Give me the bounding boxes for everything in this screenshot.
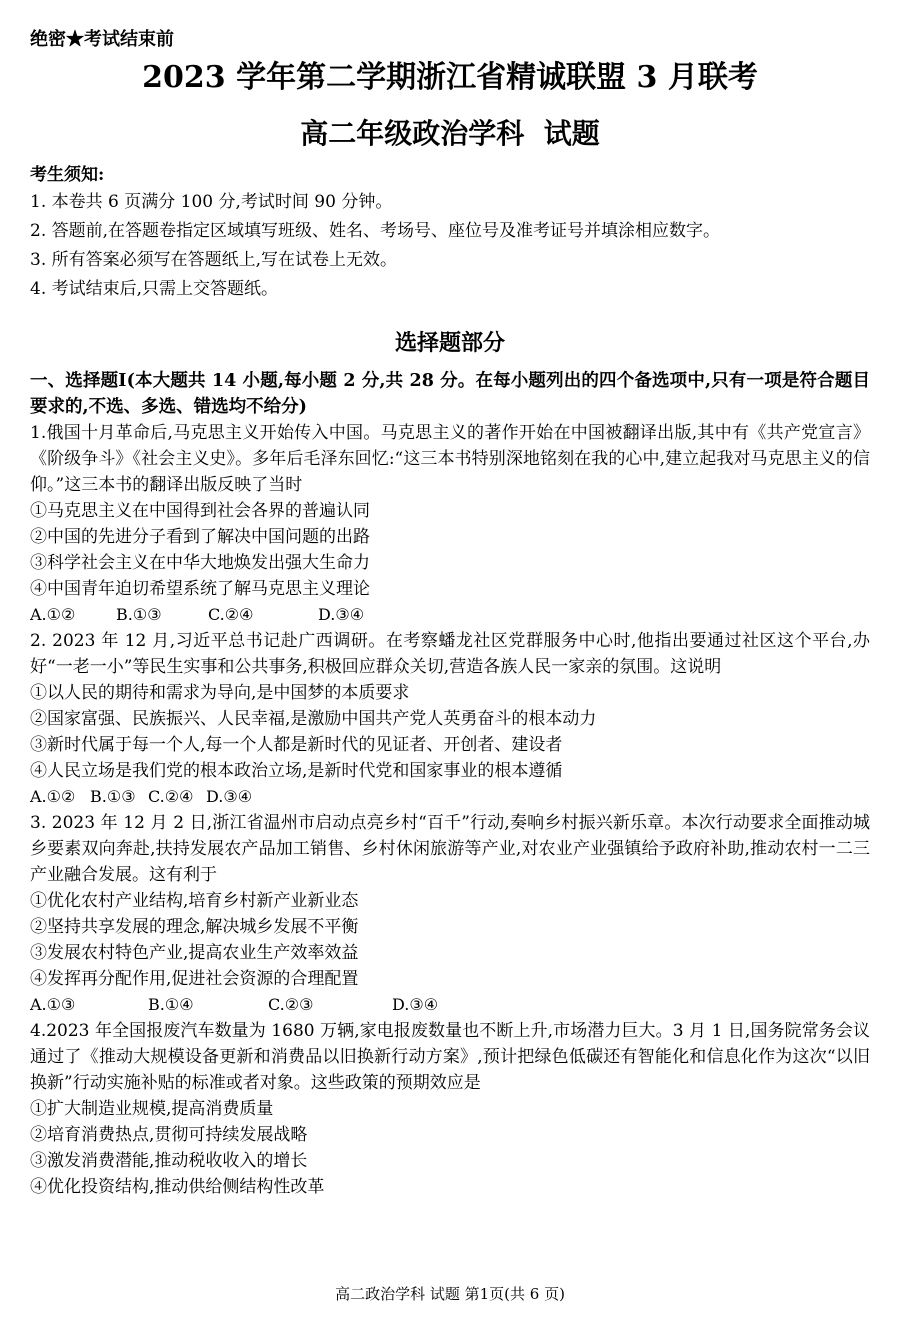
answer-choice-b: B.①③	[116, 605, 162, 624]
question-option: ③科学社会主义在中华大地焕发出强大生命力	[30, 553, 370, 573]
question-option: ①以人民的期待和需求为导向,是中国梦的本质要求	[30, 683, 410, 703]
answer-choice-c: C.②③	[268, 995, 314, 1014]
question-option: ④人民立场是我们党的根本政治立场,是新时代党和国家事业的根本遵循	[30, 761, 563, 781]
notice-heading: 考生须知:	[30, 165, 105, 185]
answer-choice-b: B.①③	[90, 787, 136, 806]
section-title: 选择题部分	[394, 330, 505, 356]
question-option: ②中国的先进分子看到了解决中国问题的出路	[30, 527, 370, 547]
notice-item: 2. 答题前,在答题卷指定区域填写班级、姓名、考场号、座位号及准考证号并填涂相应数字。	[30, 221, 721, 241]
notice-item: 4. 考试结束后,只需上交答题纸。	[30, 279, 279, 299]
question-3	[30, 810, 870, 1018]
answer-choice-d: D.③④	[392, 995, 439, 1014]
question-stem: 2. 2023 年 12 月,习近平总书记赴广西调研。在考察蟠龙社区党群服务中心时,他指出要通过社区这个平台,办好“一老一小”等民生实事和公共事务,积极回应群众关切,营造各族人民一家亲的氛围。这说明	[30, 631, 870, 677]
answer-choice-c: C.②④	[208, 605, 254, 624]
notice-list	[30, 188, 870, 304]
part-heading: 一、选择题Ⅰ(本大题共 14 小题,每小题 2 分,共 28 分。在每小题列出的四个备选项中,只有一项是符合题目要求的,不选、多选、错选均不给分)	[30, 371, 870, 417]
question-4	[30, 1018, 870, 1200]
question-1	[30, 420, 870, 628]
question-option: ④中国青年迫切希望系统了解马克思主义理论	[30, 579, 370, 599]
answer-choice-a: A.①②	[30, 605, 76, 624]
question-option: ②培育消费热点,贯彻可持续发展战略	[30, 1125, 308, 1145]
answer-choices	[30, 784, 870, 810]
question-stem: 3. 2023 年 12 月 2 日,浙江省温州市启动点亮乡村“百千”行动,奏响乡村振兴新乐章。本次行动要求全面推动城乡要素双向奔赴,扶持发展农产品加工销售、乡村休闲旅游等产业,对农业产业强镇给予政府补助,推动农村一二三产业融合发展。这有利于	[30, 813, 870, 885]
answer-choice-a: A.①③	[30, 995, 76, 1014]
page-footer: 高二政治学科 试题 第1页(共 6 页)	[335, 1285, 565, 1303]
page-title: 2023 学年第二学期浙江省精诚联盟 3 月联考	[142, 60, 758, 95]
question-option: ④优化投资结构,推动供给侧结构性改革	[30, 1177, 325, 1197]
answer-choices	[30, 992, 870, 1018]
notice-item: 1. 本卷共 6 页满分 100 分,考试时间 90 分钟。	[30, 192, 393, 212]
question-2	[30, 628, 870, 810]
question-option: ③新时代属于每一个人,每一个人都是新时代的见证者、开创者、建设者	[30, 735, 563, 755]
answer-choice-b: B.①④	[148, 995, 194, 1014]
answer-choice-d: D.③④	[206, 787, 253, 806]
question-stem: 1.俄国十月革命后,马克思主义开始传入中国。马克思主义的著作开始在中国被翻译出版,其中有《共产党宣言》《阶级争斗》《社会主义史》。多年后毛泽东回忆:“这三本书特别深地铭刻在我的心中,建立起我对马克思主义的信仰。”这三本书的翻译出版反映了当时	[30, 423, 870, 495]
question-option: ①扩大制造业规模,提高消费质量	[30, 1099, 274, 1119]
question-option: ②国家富强、民族振兴、人民幸福,是激励中国共产党人英勇奋斗的根本动力	[30, 709, 597, 729]
answer-choice-c: C.②④	[148, 787, 194, 806]
question-option: ③发展农村特色产业,提高农业生产效率效益	[30, 943, 359, 963]
confidential-mark: 绝密★考试结束前	[30, 29, 174, 50]
question-option: ②坚持共享发展的理念,解决城乡发展不平衡	[30, 917, 359, 937]
question-stem: 4.2023 年全国报废汽车数量为 1680 万辆,家电报废数量也不断上升,市场潜力巨大。3 月 1 日,国务院常务会议通过了《推动大规模设备更新和消费品以旧换新行动方案》,预计把绿色低碳还有智能化和信息化作为这次“以旧换新”行动实施补贴的标准或者对象。这些政策的预期效应是	[30, 1021, 870, 1093]
question-option: ①优化农村产业结构,培育乡村新产业新业态	[30, 891, 359, 911]
answer-choices	[30, 602, 870, 628]
question-option: ③激发消费潜能,推动税收收入的增长	[30, 1151, 308, 1171]
answer-choice-a: A.①②	[30, 787, 76, 806]
answer-choice-d: D.③④	[318, 605, 365, 624]
notice-item: 3. 所有答案必须写在答题纸上,写在试卷上无效。	[30, 250, 398, 270]
question-option: ④发挥再分配作用,促进社会资源的合理配置	[30, 969, 359, 989]
page-subtitle: 高二年级政治学科 试题	[300, 117, 600, 150]
question-option: ①马克思主义在中国得到社会各界的普遍认同	[30, 501, 370, 521]
